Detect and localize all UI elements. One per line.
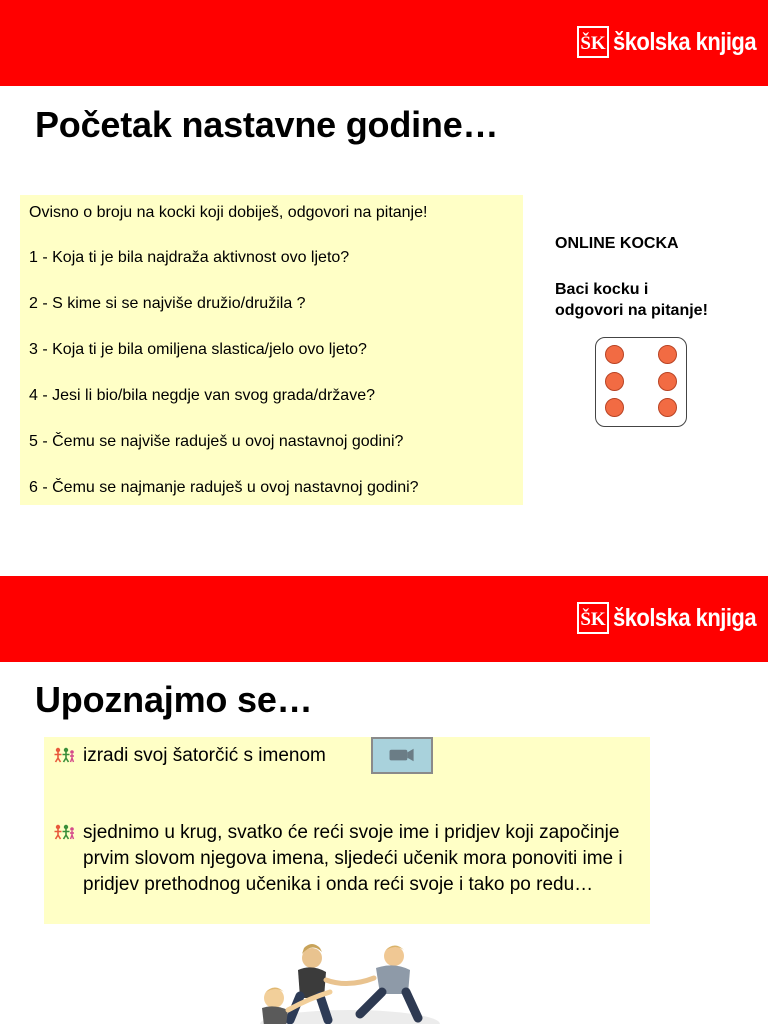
brand-logo-icon [577, 26, 609, 58]
question-6: 6 - Čemu se najmanje raduješ u ovoj nastavnoj godini? [29, 479, 419, 496]
bullet-text-1: izradi svoj šatorčić s imenom [83, 745, 326, 766]
online-die-button[interactable] [595, 337, 687, 427]
header-bar [0, 576, 768, 662]
question-2: 2 - S kime si se najviše družio/družila ? [29, 295, 306, 312]
question-4: 4 - Jesi li bio/bila negdje van svog grada/države? [29, 387, 375, 404]
activity-box [44, 737, 650, 924]
brand-name: školska knjiga [613, 27, 757, 56]
online-heading: ONLINE KOCKA [555, 235, 679, 252]
video-camera-icon [373, 739, 431, 772]
bullet-text-2: sjednimo u krug, svatko će reći svoje ime i pridjev koji započinje prvim slovom njegova imena, sljedeći učenik mora ponoviti ime i pridjev prethodnog učenika i onda reći svoje i tako po redu… [83, 822, 623, 895]
children-icon [53, 824, 75, 840]
slide-title: Početak nastavne godine… [35, 104, 499, 145]
intro-text: Ovisno o broju na kocki koji dobiješ, odgovori na pitanje! [29, 204, 428, 221]
slide-title: Upoznajmo se… [35, 679, 313, 720]
die-pip [605, 398, 624, 417]
die-pip [658, 372, 677, 391]
die-pip [605, 345, 624, 364]
slide-2 [0, 576, 768, 1024]
die-pip [605, 372, 624, 391]
die-pip [658, 398, 677, 417]
video-button[interactable] [371, 737, 433, 774]
online-die-info [555, 233, 708, 321]
brand-logo [577, 602, 760, 634]
online-instruction-line-2: odgovori na pitanje! [555, 302, 708, 319]
brand-logo [577, 26, 760, 58]
brand-logo-icon [577, 602, 609, 634]
header-bar [0, 0, 768, 86]
svg-text:ŠK: ŠK [580, 609, 607, 630]
question-5: 5 - Čemu se najviše raduješ u ovoj nastavnoj godini? [29, 433, 404, 450]
question-3: 3 - Koja ti je bila omiljena slastica/jelo ovo ljeto? [29, 341, 367, 358]
svg-text:ŠK: ŠK [580, 33, 607, 54]
brand-name: školska knjiga [613, 603, 757, 632]
question-box [20, 195, 523, 505]
children-circle-photo [250, 936, 450, 1024]
children-icon [53, 747, 75, 763]
question-1: 1 - Koja ti je bila najdraža aktivnost ovo ljeto? [29, 249, 350, 266]
die-pip [658, 345, 677, 364]
online-instruction-line-1: Baci kocku i [555, 281, 649, 298]
